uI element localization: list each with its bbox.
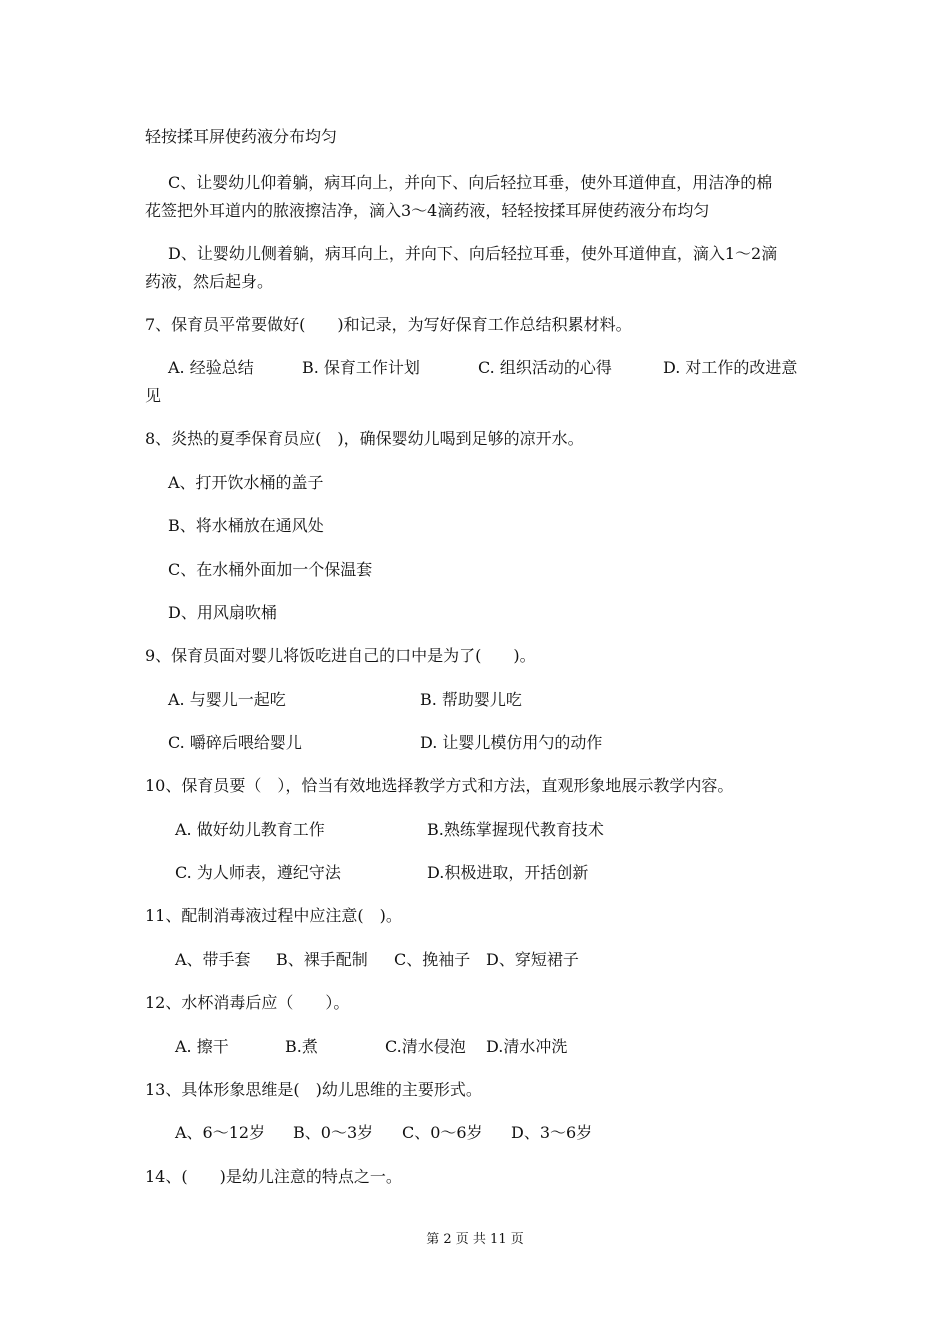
q11-question: 11、配制消毒液过程中应注意( )。: [145, 906, 402, 925]
q9-option-b: B. 帮助婴儿吃: [420, 690, 522, 709]
q8-option-a: A、打开饮水桶的盖子: [168, 473, 324, 492]
q7-option-a: A. 经验总结: [168, 358, 254, 377]
q6-option-d-line2: 药液，然后起身。: [145, 272, 274, 291]
q10-option-c: C. 为人师表，遵纪守法: [175, 863, 341, 882]
q13-option-c: C、0～6岁: [402, 1123, 483, 1142]
q12-option-a: A. 擦干: [175, 1037, 229, 1056]
q9-option-c: C. 嚼碎后喂给婴儿: [168, 733, 302, 752]
q11-option-a: A、带手套: [175, 950, 251, 969]
q10-option-b: B.熟练掌握现代教育技术: [427, 820, 604, 839]
q12-option-d: D.清水冲洗: [486, 1037, 568, 1056]
q9-option-d: D. 让婴儿模仿用勺的动作: [420, 733, 603, 752]
q8-question: 8、炎热的夏季保育员应( )，确保婴幼儿喝到足够的凉开水。: [145, 429, 584, 448]
q12-option-c: C.清水侵泡: [385, 1037, 466, 1056]
q12-option-b: B.煮: [285, 1037, 318, 1056]
q13-question: 13、具体形象思维是( )幼儿思维的主要形式。: [145, 1080, 482, 1099]
q7-question: 7、保育员平常要做好( )和记录，为写好保育工作总结积累材料。: [145, 315, 632, 334]
continuation-line: 轻按揉耳屏使药液分布均匀: [145, 127, 338, 146]
q6-option-c-line1: C、让婴幼儿仰着躺，病耳向上，并向下、向后轻拉耳垂，使外耳道伸直，用洁净的棉: [168, 173, 773, 192]
q7-option-d: D. 对工作的改进意: [663, 358, 798, 377]
q7-option-d-continued: 见: [145, 386, 162, 405]
q9-question: 9、保育员面对婴儿将饭吃进自己的口中是为了( )。: [145, 646, 536, 665]
q10-option-a: A. 做好幼儿教育工作: [175, 820, 325, 839]
page-footer: 第 2 页 共 11 页: [426, 1232, 524, 1247]
q13-option-d: D、3～6岁: [511, 1123, 593, 1142]
q11-option-c: C、挽袖子: [394, 950, 471, 969]
q14-question: 14、( )是幼儿注意的特点之一。: [145, 1167, 402, 1186]
q11-option-d: D、穿短裙子: [486, 950, 579, 969]
q13-option-a: A、6～12岁: [175, 1123, 266, 1142]
q13-option-b: B、0～3岁: [293, 1123, 374, 1142]
q8-option-c: C、在水桶外面加一个保温套: [168, 560, 373, 579]
q6-option-d-line1: D、让婴幼儿侧着躺，病耳向上，并向下、向后轻拉耳垂，使外耳道伸直，滴入1～2滴: [168, 244, 778, 263]
q7-option-c: C. 组织活动的心得: [478, 358, 612, 377]
q10-option-d: D.积极进取，开括创新: [427, 863, 589, 882]
q6-option-c-line2: 花签把外耳道内的脓液擦洁净，滴入3～4滴药液，轻轻按揉耳屏使药液分布均匀: [145, 201, 710, 220]
q12-question: 12、水杯消毒后应（ ）。: [145, 993, 350, 1012]
q10-question: 10、保育员要（ ），恰当有效地选择教学方式和方法，直观形象地展示教学内容。: [145, 776, 734, 795]
q8-option-d: D、用风扇吹桶: [168, 603, 277, 622]
q11-option-b: B、裸手配制: [276, 950, 368, 969]
q9-option-a: A. 与婴儿一起吃: [168, 690, 286, 709]
q7-option-b: B. 保育工作计划: [302, 358, 420, 377]
q8-option-b: B、将水桶放在通风处: [168, 516, 324, 535]
